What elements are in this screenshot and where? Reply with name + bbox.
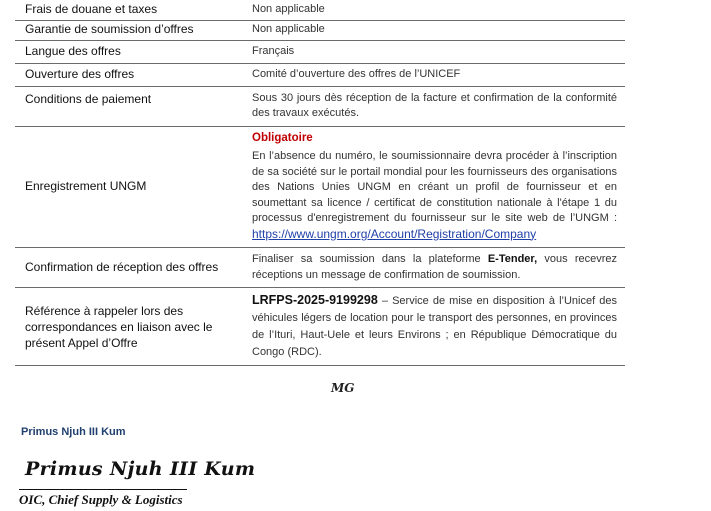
row-label: Confirmation de réception des offres — [15, 248, 243, 288]
signer-name: Primus Njuh III Kum — [21, 426, 126, 438]
signature-line — [19, 489, 187, 490]
table-row — [15, 0, 625, 20]
handwritten-signature: Primus Njuh III Kum — [25, 458, 256, 480]
confirmation-text-start: Finaliser sa soumission dans la plateforme — [252, 253, 481, 265]
row-value: Sous 30 jours dès réception de la facture et confirmation de la conformité des travaux exécutés. — [243, 86, 625, 126]
ungm-registration-link[interactable]: https://www.ungm.org/Account/Registration/Company — [252, 226, 537, 241]
signer-title: OIC, Chief Supply & Logistics — [19, 492, 183, 507]
row-label: Garantie de soumission d’offres — [15, 20, 243, 40]
confirmation-text-end: vous recevrez réceptions un message de confirmation de soumission. — [252, 253, 617, 281]
table-row — [15, 126, 625, 248]
row-value-group — [243, 126, 625, 248]
reference-code: LRFPS-2025-9199298 — [252, 293, 378, 307]
row-value: Non applicable — [243, 0, 625, 20]
row-value-group — [243, 288, 625, 366]
row-label: Conditions de paiement — [15, 86, 243, 126]
table-row — [15, 248, 625, 288]
row-label: Ouverture des offres — [15, 63, 243, 86]
table-row — [15, 63, 625, 86]
row-value: Français — [243, 40, 625, 63]
reference-description: – Service de mise en disposition à l’Unicef des véhicules légers de location pour le transport des personnes, en provinces de l’Ituri, Haut-Uele et leurs Environs ; en République Démocratique du Congo (RDC). — [252, 295, 617, 358]
row-label: Référence à rappeler lors des correspondances en liaison avec le présent Appel d’Offre — [15, 288, 243, 366]
row-label: Enregistrement UNGM — [15, 126, 243, 248]
row-value: Non applicable — [243, 20, 625, 40]
mandatory-label: Obligatoire — [252, 131, 313, 144]
table-row — [15, 20, 625, 40]
row-value: Comité d’ouverture des offres de l’UNICEF — [243, 63, 625, 86]
table-row — [15, 288, 625, 366]
row-label: Frais de douane et taxes — [15, 0, 243, 20]
initials-mark: MG — [331, 381, 355, 395]
table-row — [15, 40, 625, 63]
registration-text: En l’absence du numéro, le soumissionnaire devra procéder à l’inscription de sa société sur le portail mondial pour les fournisseurs des organisations des Nations Unies UNGM en créant un profil de fournisseur et en soumettant sa licence / certificat de constitution nationale à l'étape 1 du processus d'enregistrement du fournisseur sur le site web de l’UNGM : — [252, 150, 617, 224]
row-value-group — [243, 248, 625, 288]
terms-table — [15, 0, 625, 366]
table-row — [15, 86, 625, 126]
e-tender-label: E-Tender, — [487, 253, 538, 265]
row-label: Langue des offres — [15, 40, 243, 63]
